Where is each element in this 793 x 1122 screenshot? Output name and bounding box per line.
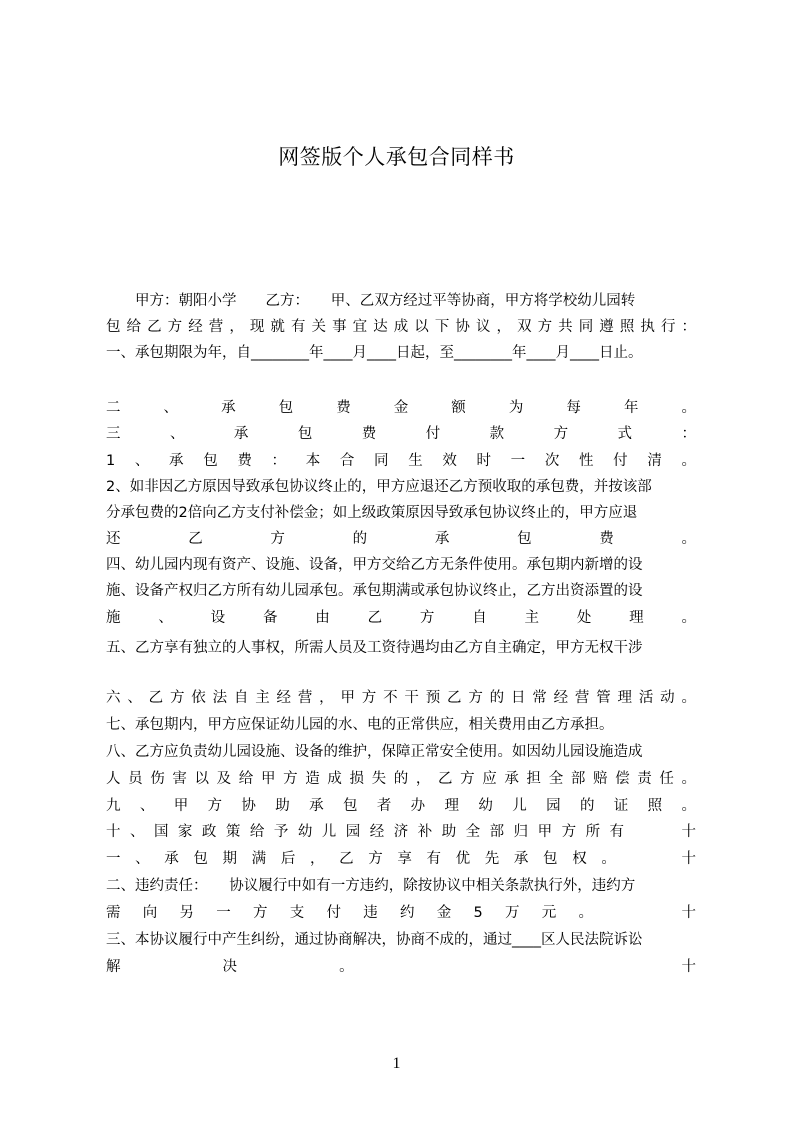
contract-line-4: 二、承包费金额为每年。 (106, 400, 696, 416)
contract-line-6: 1、承包费：本合同生效时一次性付清。 (106, 453, 696, 469)
contract-line-7: 2、如非因乙方原因导致承包协议终止的，甲方应退还乙方预收取的承包费，并按该部 (106, 479, 652, 495)
contract-line-3: 一、承包期限为年，自________年____月____日起，至________年____月____日止。 (106, 345, 643, 361)
document-title: 网签版个人承包合同样书 (278, 145, 515, 169)
contract-line-20: 一、承包期满后，乙方享有优先承包权。 十 (106, 851, 696, 867)
contract-line-1: 甲方：朝阳小学 乙方： 甲、乙双方经过平等协商，甲方将学校幼儿园转 (106, 293, 636, 309)
contract-line-12: 施、设备由乙方自主处理。 (106, 610, 696, 626)
contract-line-17: 人员伤害以及给甲方造成损失的，乙方应承担全部赔偿责任。 (106, 771, 696, 787)
contract-line-14: 六、乙方依法自主经营，甲方不干预乙方的日常经营管理活动。 (106, 690, 696, 706)
contract-line-18: 九、甲方协助承包者办理幼儿园的证照。 (106, 798, 696, 814)
contract-line-2: 包给乙方经营，现就有关事宜达成以下协议，双方共同遵照执行： (106, 319, 696, 335)
contract-line-21: 二、违约责任： 协议履行中如有一方违约，除按协议中相关条款执行外，违约方 (106, 878, 636, 894)
page-number: 1 (392, 1055, 401, 1072)
contract-line-24: 解决。 十 (106, 959, 696, 975)
contract-line-19: 十、国家政策给予幼儿园经济补助全部归甲方所有 十 (106, 824, 696, 840)
contract-line-8: 分承包费的2倍向乙方支付补偿金；如上级政策原因导致承包协议终止的，甲方应退 (106, 505, 638, 521)
contract-line-13: 五、乙方享有独立的人事权，所需人员及工资待遇均由乙方自主确定，甲方无权干涉 (106, 640, 643, 656)
contract-line-5: 三、承包费付款方式： (106, 426, 696, 442)
contract-line-23: 三、本协议履行中产生纠纷，通过协商解决，协商不成的，通过____区人民法院诉讼 (106, 932, 643, 948)
contract-line-22: 需向另一方支付违约金5万元。 十 (106, 905, 696, 921)
contract-line-10: 四、幼儿园内现有资产、设施、设备，甲方交给乙方无条件使用。承包期内新增的设 (106, 557, 643, 573)
contract-line-16: 八、乙方应负责幼儿园设施、设备的维护，保障正常安全使用。如因幼儿园设施造成 (106, 744, 643, 760)
contract-line-9: 还乙方的承包费。 (106, 531, 696, 547)
contract-line-11: 施、设备产权归乙方所有幼儿园承包。承包期满或承包协议终止，乙方出资添置的设 (106, 583, 643, 599)
contract-line-15: 七、承包期内，甲方应保证幼儿园的水、电的正常供应，相关费用由乙方承担。 (106, 717, 614, 733)
